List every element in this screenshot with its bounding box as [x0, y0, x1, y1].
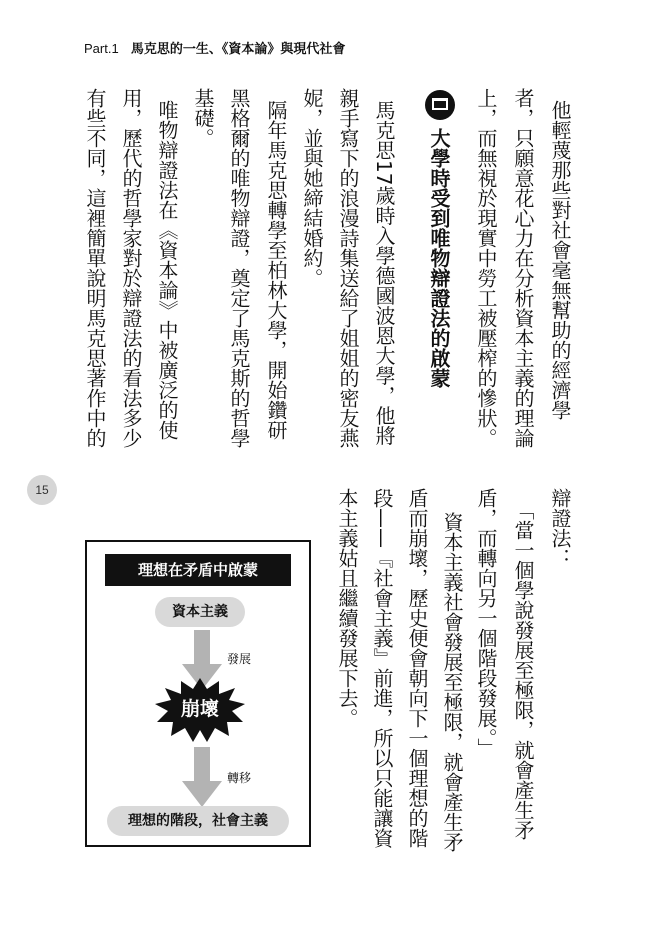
- text-column: 隔年馬克思轉學至柏林大學，開始鑽研: [264, 100, 288, 440]
- text-column: 上，而無視於現實中勞工被壓榨的慘狀。: [474, 88, 498, 448]
- text-column: 段——『社會主義』前進，所以只能讓資: [370, 488, 394, 848]
- text-column: 盾，而轉向另一個階段發展。」: [474, 488, 498, 758]
- text-column: 黑格爾的唯物辯證，奠定了馬克斯的哲學: [227, 88, 251, 448]
- book-icon: [425, 90, 455, 120]
- text-column: 他輕蔑那些對社會毫無幫助的經濟學: [548, 100, 572, 420]
- diagram-title: 理想在矛盾中啟蒙: [105, 554, 291, 586]
- transfer-label: 轉移: [227, 771, 252, 785]
- collapse-stage: 崩壞: [180, 698, 219, 720]
- text-column: 馬克思17歲時入學德國波恩大學，他將: [372, 100, 396, 446]
- text-column: 妮，並與她締結婚約。: [300, 88, 324, 288]
- text-column: 者，只願意花心力在分析資本主義的理論: [511, 88, 535, 448]
- text-column: 用，歷代的哲學家對於辯證法的看法多少: [119, 88, 143, 448]
- down-arrow-icon: [182, 747, 222, 807]
- develop-label: 發展: [227, 652, 252, 666]
- running-header: [84, 38, 345, 57]
- text-column: 本主義姑且繼續發展下去。: [335, 488, 359, 728]
- text-column: 辯證法：: [548, 488, 572, 568]
- page-number: 15: [27, 475, 57, 505]
- dialectic-diagram: [85, 540, 311, 847]
- capitalism-stage: 資本主義: [155, 597, 245, 627]
- text-column: 親手寫下的浪漫詩集送給了姐姐的密友燕: [336, 88, 360, 448]
- text-column: 有些不同，這裡簡單說明馬克思著作中的: [83, 88, 107, 448]
- section-heading: 大學時受到唯物辯證法的啟蒙: [427, 128, 451, 388]
- text-column: 唯物辯證法在《資本論》中被廣泛的使: [155, 100, 179, 440]
- text-column: 資本主義社會發展至極限，就會產生矛: [440, 512, 464, 852]
- part-label: Part.1: [84, 41, 119, 56]
- text-column: 「當一個學說發展至極限，就會產生矛: [511, 500, 535, 840]
- ideal-stage: 理想的階段，社會主義: [107, 806, 289, 836]
- text-column: 基礎。: [191, 88, 215, 148]
- text-column: 盾而崩壞，歷史便會朝向下一個理想的階: [405, 488, 429, 848]
- chapter-title: 馬克思的一生、《資本論》與現代社會: [130, 42, 346, 57]
